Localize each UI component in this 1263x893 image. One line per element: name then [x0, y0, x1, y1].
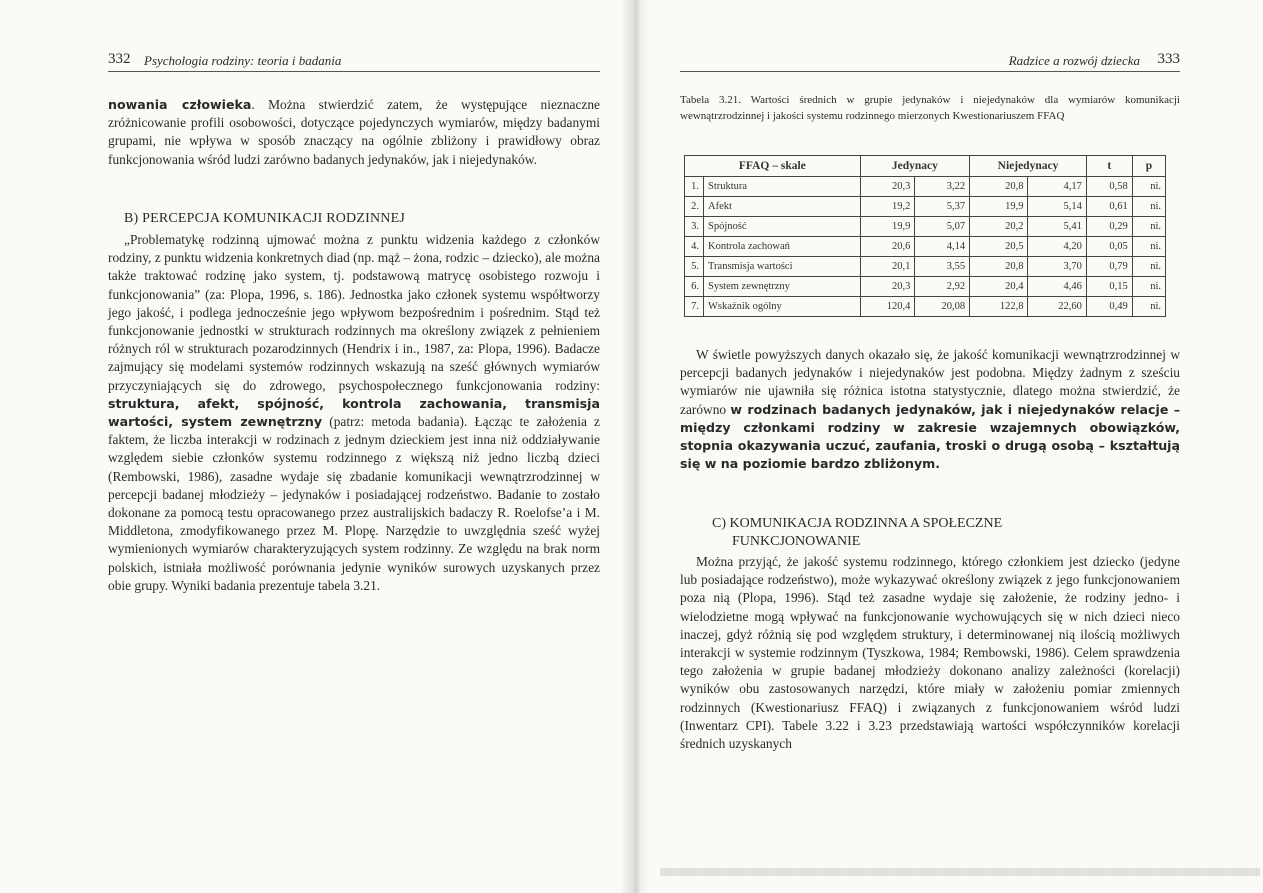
- left-page-header: [108, 51, 600, 71]
- t-value: 0,05: [1086, 237, 1132, 257]
- column-header-p: p: [1132, 156, 1165, 177]
- mean-siblings: 20,2: [970, 217, 1028, 237]
- sd-only-children: 4,14: [915, 237, 970, 257]
- right-page: [680, 0, 1180, 893]
- table-row: [685, 197, 1166, 217]
- sd-siblings: 5,41: [1028, 217, 1086, 237]
- sd-only-children: 20,08: [915, 297, 970, 317]
- row-number: 5.: [685, 257, 704, 277]
- table-row: [685, 277, 1166, 297]
- book-gutter: [620, 0, 650, 893]
- mean-siblings: 20,4: [970, 277, 1028, 297]
- p-value: ni.: [1132, 277, 1165, 297]
- table-row: [685, 237, 1166, 257]
- paragraph: [680, 553, 1180, 753]
- text-run: . Można stwierdzić zatem, że występujące nieznaczne zróżnicowanie profili osobowości, dotyczące pojedynczych wymiarów, między badanymi grupami, nie wpływa w sposób znaczący na ogólnie zbliżony i prawidłowy obraz funkcjonowania wśród ludzi zarówno badanych jedynaków, jak i niejedynaków.: [108, 97, 600, 167]
- p-value: ni.: [1132, 257, 1165, 277]
- mean-siblings: 122,8: [970, 297, 1028, 317]
- header-rule: [108, 71, 600, 72]
- scale-name: System zewnętrzny: [704, 277, 861, 297]
- paragraph: [108, 231, 600, 595]
- sd-siblings: 5,14: [1028, 197, 1086, 217]
- p-value: ni.: [1132, 197, 1165, 217]
- running-title: Radzice a rozwój dziecka: [1008, 53, 1140, 68]
- table-row: [685, 217, 1166, 237]
- table-row: [685, 297, 1166, 317]
- table-row: [685, 177, 1166, 197]
- column-header-scale: FFAQ – skale: [685, 156, 861, 177]
- text-run: (patrz: metoda badania). Łącząc te założenia z faktem, że liczba interakcji w rodzinach z jednym dzieckiem jest inna niż oddziaływanie względem siebie członków systemu rodzinnego z większą niż jedno liczbą dzieci (Rembowski, 1986), zasadne wydaje się zbadanie komunikacji wewnątrzrodzinnej w percepcji badanej młodzieży – jedynaków i posiadającej rodzeństwo. Badanie to zostało dokonane za pomocą testu opracowanego przez australijskich badaczy R. Roelofse’a i M. Middletona, zmodyfikowanego przez M. Plopę. Narzędzie to uwzględnia sześć wyżej wymienionych wymiarów charakteryzujących system rodzinny. Ze względu na brak norm polskich, istniała możliwość porównania jedynie wyników surowych uzyskanych przez obie grupy. Wyniki badania prezentuje tabela 3.21.: [108, 414, 600, 593]
- t-value: 0,58: [1086, 177, 1132, 197]
- section-heading: B) PERCEPCJA KOMUNIKACJI RODZINNEJ: [124, 211, 405, 226]
- sd-siblings: 22,60: [1028, 297, 1086, 317]
- running-title: Psychologia rodziny: teoria i badania: [144, 53, 342, 68]
- scale-name: Spójność: [704, 217, 861, 237]
- p-value: ni.: [1132, 237, 1165, 257]
- sd-only-children: 5,37: [915, 197, 970, 217]
- bold-text: struktura, afekt, spójność, kontrola zachowania, transmisja wartości, system zewnętrzny: [108, 395, 600, 430]
- page-number: 332: [108, 51, 131, 67]
- p-value: ni.: [1132, 297, 1165, 317]
- t-value: 0,29: [1086, 217, 1132, 237]
- t-value: 0,61: [1086, 197, 1132, 217]
- sd-only-children: 2,92: [915, 277, 970, 297]
- sd-siblings: 4,20: [1028, 237, 1086, 257]
- ffaq-table: [684, 155, 1166, 317]
- sd-siblings: 4,46: [1028, 277, 1086, 297]
- bold-text: nowania człowieka: [108, 97, 252, 112]
- mean-only-children: 19,9: [860, 217, 915, 237]
- table-header-row: [685, 156, 1166, 177]
- mean-siblings: 20,8: [970, 177, 1028, 197]
- paragraph: [108, 96, 600, 169]
- mean-siblings: 20,5: [970, 237, 1028, 257]
- p-value: ni.: [1132, 177, 1165, 197]
- paragraph: [680, 346, 1180, 473]
- row-number: 1.: [685, 177, 704, 197]
- table-row: [685, 257, 1166, 277]
- table-caption: Tabela 3.21. Wartości średnich w grupie jedynaków i niejedynaków dla wymiarów komunikacji wewnątrzrodzinnej i jakości systemu rodzinnego mierzonych Kwestionariuszem FFAQ: [680, 94, 1180, 122]
- mean-only-children: 20,3: [860, 277, 915, 297]
- bold-text: w rodzinach badanych jedynaków, jak i niejedynaków relacje – między członkami rodziny w zakresie wzajemnych obowiązków, stopnia okazywania uczuć, zaufania, troski o drugą osobą – kształtują się w na poziomie bardzo zbliżonym.: [680, 401, 1181, 472]
- section-heading-line: C) KOMUNIKACJA RODZINNA A SPOŁECZNE: [712, 516, 1003, 531]
- sd-only-children: 5,07: [915, 217, 970, 237]
- left-page: [108, 0, 600, 893]
- scale-name: Transmisja wartości: [704, 257, 861, 277]
- scale-name: Struktura: [704, 177, 861, 197]
- t-value: 0,79: [1086, 257, 1132, 277]
- section-heading: [712, 515, 1002, 551]
- t-value: 0,15: [1086, 277, 1132, 297]
- text-run: „Problematykę rodzinną ujmować można z punktu widzenia każdego z członków rodziny, z punktu widzenia konkretnych diad (np. mąż – żona, rodzic – dziecko), ale można także traktować rodzinę jako system, tj. podstawową matrycę osobistego rozwoju i funkcjonowania” (za: Plopa, 1996, s. 186). Jednostka jako członek systemu współtworzy jego jakość, i podlega jednocześnie jego wpływom bezpośrednim i pośrednim. Stąd też funkcjonowanie jednostki w strukturach rodzinnych ma określony związek z pełnieniem różnych ról w strukturach pozarodzinnych (Hendrix i in., 1987, za: Plopa, 1996). Badacze zajmujący się modelami systemów rodzinnych wskazują na sześć głównych wymiarów przyczyniających się do zdrowego, psychospołecznego funkcjonowania rodziny:: [108, 232, 600, 393]
- right-page-header: [680, 51, 1180, 71]
- header-rule: [680, 71, 1180, 72]
- mean-siblings: 20,8: [970, 257, 1028, 277]
- p-value: ni.: [1132, 217, 1165, 237]
- column-header-t: t: [1086, 156, 1132, 177]
- page-number: 333: [1157, 51, 1180, 67]
- mean-only-children: 20,6: [860, 237, 915, 257]
- row-number: 6.: [685, 277, 704, 297]
- t-value: 0,49: [1086, 297, 1132, 317]
- text-run: W świetle powyższych danych okazało się, że jakość komunikacji wewnątrzrodzinnej w percepcji badanych jedynaków i niejedynaków jest podobna. Między żadnym z sześciu wymiarów nie ujawniła się różnica istotna statystycznie, dlatego można stwierdzić, że zarówno: [680, 347, 1180, 417]
- column-header-siblings: Niejedynacy: [970, 156, 1087, 177]
- mean-only-children: 120,4: [860, 297, 915, 317]
- text-run: Można przyjąć, że jakość systemu rodzinnego, którego członkiem jest dziecko (jedyne lub posiadające rodzeństwo), może wykazywać określony związek z jego funkcjonowaniem poza nią (Plopa, 1996). Stąd też zasadne wydaje się założenie, że rodziny jedno- i wielodzietne mogą wpływać na funkcjonowanie wychowujących się w nich dzieci nieco inaczej, gdyż różnią się pod względem struktury, i determinowanej nią ilością możliwych interakcji w systemie rodzinnym (Tyszkowa, 1984; Rembowski, 1986). Celem sprawdzenia tego założenia w grupie badanej młodzieży dokonano analizy zależności (korelacji) wyników obu zastosowanych narzędzi, które miały w założeniu pomiar zmiennych rodzinnych (Kwestionariusz FFAQ) i związanych z funkcjonowaniem wśród ludzi (Inwentarz CPI). Tabele 3.22 i 3.23 przedstawiają wartości współczynników korelacji średnich uzyskanych: [680, 554, 1180, 752]
- row-number: 2.: [685, 197, 704, 217]
- row-number: 7.: [685, 297, 704, 317]
- row-number: 4.: [685, 237, 704, 257]
- sd-siblings: 4,17: [1028, 177, 1086, 197]
- scale-name: Wskaźnik ogólny: [704, 297, 861, 317]
- mean-only-children: 19,2: [860, 197, 915, 217]
- scale-name: Afekt: [704, 197, 861, 217]
- scale-name: Kontrola zachowań: [704, 237, 861, 257]
- sd-only-children: 3,55: [915, 257, 970, 277]
- sd-only-children: 3,22: [915, 177, 970, 197]
- mean-only-children: 20,3: [860, 177, 915, 197]
- sd-siblings: 3,70: [1028, 257, 1086, 277]
- mean-only-children: 20,1: [860, 257, 915, 277]
- mean-siblings: 19,9: [970, 197, 1028, 217]
- row-number: 3.: [685, 217, 704, 237]
- section-heading-line: FUNKCJONOWANIE: [732, 534, 861, 549]
- column-header-only-children: Jedynacy: [860, 156, 969, 177]
